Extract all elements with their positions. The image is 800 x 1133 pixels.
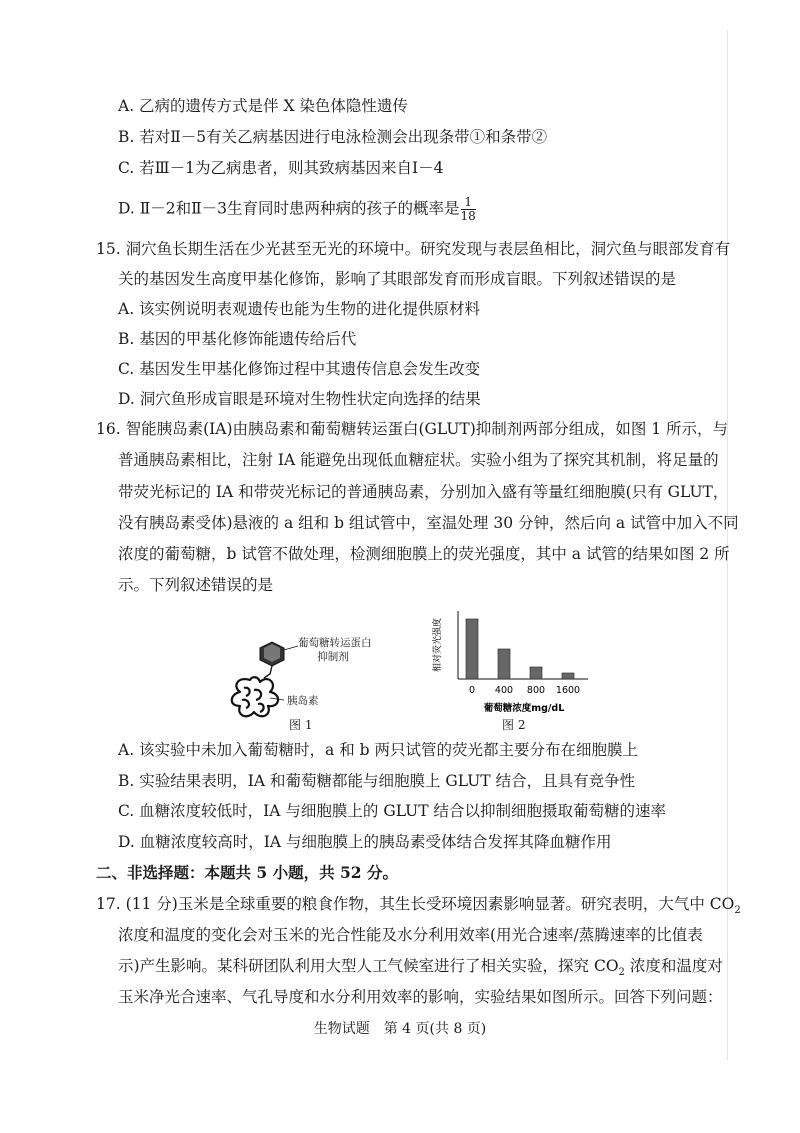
- q16-stem-line5: 浓度的葡萄糖，b 试管不做处理，检测细胞膜上的荧光强度，其中 a 试管的结果如图 2 所: [118, 545, 730, 563]
- x-tick-label-400: 400: [494, 685, 514, 696]
- q14-option-d-text: D. Ⅱ－2和Ⅱ－3生育同时患两种病的孩子的概率是: [118, 199, 460, 218]
- fig1-insulin-label: 胰岛素: [287, 695, 319, 707]
- fig1-inhibitor-label-line1: 葡萄糖转运蛋白: [298, 637, 372, 649]
- q15-option-c: C. 基因发生甲基化修饰过程中其遗传信息会发生改变: [118, 360, 481, 378]
- q17-line3-text-b: 浓度和温度对: [624, 957, 723, 975]
- insulin-shape: [232, 677, 278, 716]
- q15-option-a: A. 该实例说明表观遗传也能为生物的进化提供原材料: [118, 300, 481, 318]
- q15-stem-line2: 关的基因发生高度甲基化修饰，影响了其眼部发育而形成盲眼。下列叙述错误的是: [118, 270, 677, 288]
- bar-400: [498, 649, 510, 679]
- figure-2-chart: [428, 607, 598, 725]
- q17-line1: [96, 894, 741, 921]
- q16-option-c: C. 血糖浓度较低时，IA 与细胞膜上的 GLUT 结合以抑制细胞摄取葡萄糖的速率: [118, 802, 666, 820]
- q16-stem-line4: 没有胰岛素受体)悬液的 a 组和 b 组试管中，室温处理 30 分钟，然后向 a 试管中加入不同: [118, 514, 739, 532]
- q16-stem-line2: 普通胰岛素相比，注射 IA 能避免出现低血糖症状。实验小组为了探究其机制，将足量的: [118, 451, 719, 469]
- page-footer: 生物试题 第 4 页(共 8 页): [313, 1021, 487, 1037]
- q15-option-b: B. 基因的甲基化修饰能遗传给后代: [118, 330, 357, 348]
- q17-line4: 玉米净光合速率、气孔导度和水分利用效率的影响，实验结果如图所示。回答下列问题：: [118, 988, 723, 1006]
- x-axis-label: 葡萄糖浓度mg/dL: [483, 703, 565, 714]
- co2-subscript: 2: [734, 905, 741, 917]
- q14-option-b: B. 若对Ⅱ－5有关乙病基因进行电泳检测会出现条带①和条带②: [118, 128, 548, 146]
- x-tick-label-800: 800: [526, 685, 546, 696]
- fig1-inhibitor-label: [298, 636, 372, 664]
- q14-option-a: A. 乙病的遗传方式是伴 X 染色体隐性遗传: [118, 97, 408, 115]
- q16-option-a: A. 该实验中未加入葡萄糖时，a 和 b 两只试管的荧光都主要分布在细胞膜上: [118, 741, 638, 759]
- q17-line2: 浓度和温度的变化会对玉米的光合性能及水分利用效率(用光合速率/蒸腾速率的比值表: [118, 926, 703, 944]
- bar-1600: [562, 673, 574, 679]
- fig1-inhibitor-label-line2: 抑制剂: [317, 651, 349, 663]
- section-2-heading: 二、非选择题：本题共 5 小题，共 52 分。: [96, 863, 398, 882]
- q14-option-d: [118, 196, 476, 223]
- q16-option-d: D. 血糖浓度较高时，IA 与细胞膜上的胰岛素受体结合发挥其降血糖作用: [118, 833, 612, 851]
- fraction: [461, 196, 476, 223]
- q16-stem-line6: 示。下列叙述错误的是: [118, 576, 274, 594]
- q16-stem-line3: 带荧光标记的 IA 和带荧光标记的普通胰岛素，分别加入盛有等量红细胞膜(只有 GLUT，: [118, 483, 729, 501]
- y-axis-label: 相对荧光强度: [433, 617, 443, 673]
- co2-subscript: 2: [618, 967, 625, 979]
- fig2-caption: 图 2: [502, 718, 526, 732]
- q16-stem-line1: 16. 智能胰岛素(IA)由胰岛素和葡萄糖转运蛋白(GLUT)抑制剂两部分组成，如图 1 所示，与: [96, 420, 729, 438]
- linker: [264, 666, 272, 678]
- q16-option-b: B. 实验结果表明，IA 和葡萄糖都能与细胞膜上 GLUT 结合，且具有竞争性: [118, 772, 636, 790]
- fraction-denominator: 18: [460, 209, 476, 223]
- q17-line3: [118, 956, 723, 983]
- bar-800: [530, 667, 542, 679]
- x-tick-label-1600: 1600: [555, 685, 581, 696]
- x-tick-label-0: 0: [468, 685, 476, 696]
- q15-stem-line1: 15. 洞穴鱼长期生活在少光甚至无光的环境中。研究发现与表层鱼相比，洞穴鱼与眼部发育有: [96, 240, 731, 258]
- inhibitor-pointer: [284, 646, 298, 650]
- fig1-caption: 图 1: [289, 718, 313, 732]
- q14-option-c: C. 若Ⅲ－1为乙病患者，则其致病基因来自Ⅰ－4: [118, 159, 444, 177]
- bar-0: [466, 619, 478, 679]
- fraction-numerator: 1: [461, 196, 476, 210]
- glut-inhibitor-shape: [260, 642, 284, 666]
- q17-line1-text: 17. (11 分)玉米是全球重要的粮食作物，其生长受环境因素影响显著。研究表明，大气中 CO: [96, 895, 735, 913]
- q17-line3-text-a: 示)产生影响。某科研团队利用大型人工气候室进行了相关实验，探究 CO: [118, 957, 619, 975]
- q15-option-d: D. 洞穴鱼形成盲眼是环境对生物性状定向选择的结果: [118, 390, 481, 408]
